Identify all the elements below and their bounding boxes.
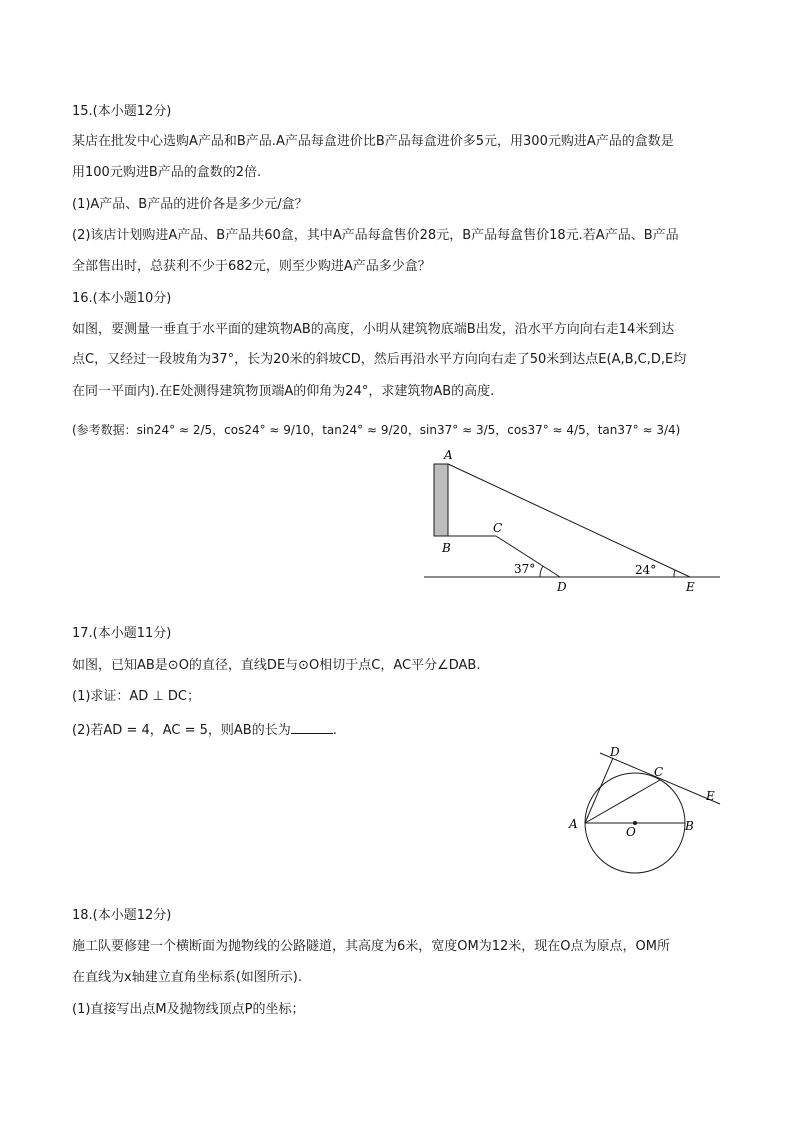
- label-d: D: [610, 745, 620, 759]
- q17-stem-line-1: 如图，已知AB是⊙O的直径，直线DE与⊙O相切于点C，AC平分∠DAB.: [72, 658, 481, 673]
- q16-stem-line-3: 在同一平面内).在E处测得建筑物顶端A的仰角为24°，求建筑物AB的高度.: [72, 384, 495, 399]
- sight-line-ae: [448, 464, 690, 577]
- q17-header: 17.(本小题11分): [72, 626, 172, 641]
- label-e: E: [686, 580, 695, 594]
- q15-part-1: (1)A产品、B产品的进价各是多少元/盒？: [72, 197, 308, 212]
- label-angle-24: 24°: [635, 563, 657, 577]
- q16-reference-data: (参考数据：sin24° ≈ 2/5，cos24° ≈ 9/10，tan24° ≈ 9/20，sin37° ≈ 3/5，cos37° ≈ 4/5，tan37° ≈ 3/4): [72, 423, 681, 437]
- q16-stem-line-1: 如图，要测量一垂直于水平面的建筑物AB的高度，小明从建筑物底端B出发，沿水平方向向右走14米到达: [72, 322, 675, 337]
- label-b: B: [685, 819, 694, 833]
- segment-ad: [585, 758, 613, 823]
- q17-part-1: (1)求证：AD ⊥ DC；: [72, 689, 200, 704]
- label-angle-37: 37°: [514, 562, 536, 576]
- q17-part-2-end: .: [332, 723, 337, 738]
- q15-part-2-line-1: (2)该店计划购进A产品、B产品共60盒，其中A产品每盒售价28元，B产品每盒售价18元.若A产品、B产品: [72, 228, 679, 243]
- q16-stem-line-2: 点C，又经过一段坡角为37°，长为20米的斜坡CD，然后再沿水平方向向右走了50米到达点E(A,B,C,D,E均: [72, 352, 687, 367]
- q15-stem-line-2: 用100元购进B产品的盒数的2倍.: [72, 165, 262, 180]
- chord-ac: [585, 780, 660, 823]
- angle-arc-d: [540, 566, 543, 577]
- label-b: B: [442, 541, 451, 555]
- q17-figure: [560, 738, 730, 880]
- label-d: D: [557, 580, 567, 594]
- angle-arc-e: [674, 570, 675, 577]
- q17-part-2-text: (2)若AD = 4，AC = 5，则AB的长为: [72, 723, 291, 738]
- q17-part-2: [72, 719, 337, 741]
- q18-header: 18.(本小题12分): [72, 908, 172, 923]
- answer-blank: [291, 719, 333, 734]
- label-c: C: [493, 521, 503, 535]
- label-a: A: [444, 448, 453, 462]
- q18-stem-line-2: 在直线为x轴建立直角坐标系(如图所示).: [72, 970, 302, 985]
- label-a: A: [569, 817, 578, 831]
- q18-stem-line-1: 施工队要修建一个横断面为抛物线的公路隧道，其高度为6米，宽度OM为12米，现在O点为原点，OM所: [72, 939, 670, 954]
- label-o: O: [626, 825, 636, 839]
- q15-header: 15.(本小题12分): [72, 104, 172, 119]
- label-c: C: [654, 765, 664, 779]
- q15-part-2-line-2: 全部售出时，总获利不少于682元，则至少购进A产品多少盒？: [72, 259, 431, 274]
- label-e: E: [706, 789, 715, 803]
- q15-stem-line-1: 某店在批发中心选购A产品和B产品.A产品每盒进价比B产品每盒进价多5元，用300元购进A产品的盒数是: [72, 134, 674, 149]
- q16-header: 16.(本小题10分): [72, 291, 172, 306]
- building-ab: [434, 464, 448, 536]
- q18-part-1: (1)直接写出点M及抛物线顶点P的坐标；: [72, 1002, 305, 1017]
- q16-figure: [420, 446, 730, 596]
